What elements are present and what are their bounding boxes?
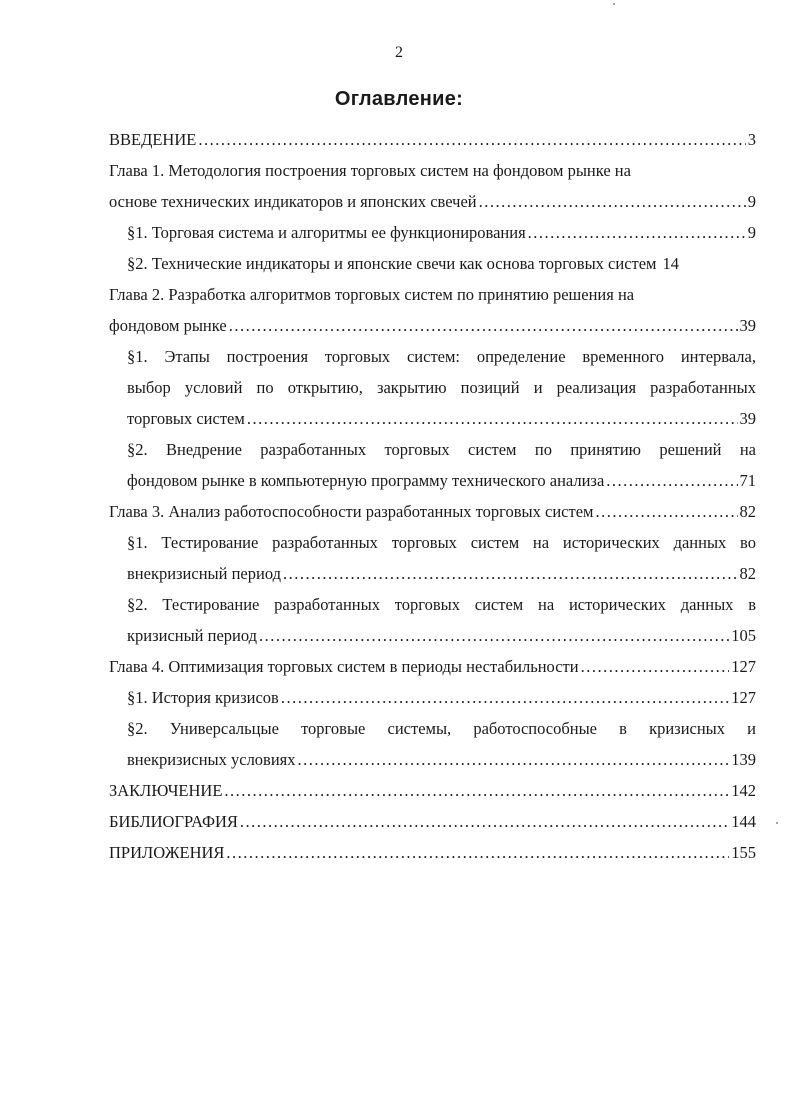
dot-leader [226, 837, 729, 868]
toc-entry-label: кризисный период [127, 626, 258, 645]
dot-leader [581, 651, 730, 682]
toc-entry-label: §2. Универсальцые торговые системы, работоспособные в кризисных и [127, 719, 756, 738]
toc-entry-chapter-1[interactable] [109, 155, 756, 217]
toc-page-number: 39 [739, 409, 756, 428]
toc-page-number: 127 [731, 688, 756, 707]
toc-entry-chapter-3-section-2[interactable] [109, 589, 756, 651]
toc-page-number: 155 [731, 843, 756, 862]
table-of-contents [109, 124, 756, 868]
page-number: 2 [395, 44, 403, 61]
toc-entry-appendices[interactable] [109, 837, 756, 868]
toc-entry-label: Глава 4. Оптимизация торговых систем в периоды нестабильности [109, 657, 579, 676]
dot-leader [240, 806, 729, 837]
toc-entry-chapter-4[interactable] [109, 651, 756, 682]
toc-page-number: 71 [739, 471, 756, 490]
toc-page-number: 127 [731, 657, 756, 676]
toc-entry-chapter-1-section-1[interactable] [109, 217, 756, 248]
toc-entry-label: БИБЛИОГРАФИЯ [109, 812, 238, 831]
toc-entry-conclusion[interactable] [109, 775, 756, 806]
toc-entry-chapter-2[interactable] [109, 279, 756, 341]
toc-entry-label: фондовом рынке в компьютерную программу технического анализа [127, 471, 605, 490]
toc-entry-chapter-1-section-2[interactable] [109, 248, 756, 279]
toc-entry-label: выбор условий по открытию, закрытию позиций и реализация разработанных [127, 378, 756, 397]
toc-page-number: 144 [731, 812, 756, 831]
scan-speck [613, 3, 615, 5]
dot-leader [606, 465, 737, 496]
toc-entry-label: торговых систем [127, 409, 245, 428]
toc-entry-label: §2. Внедрение разработанных торговых систем по принятию решений на [127, 440, 756, 459]
dot-leader [298, 744, 730, 775]
toc-entry-label: §1. Торговая система и алгоритмы ее функционирования [127, 223, 526, 242]
dot-leader [281, 682, 729, 713]
toc-entry-bibliography[interactable] [109, 806, 756, 837]
toc-entry-label: §1. Тестирование разработанных торговых систем на исторических данных во [127, 533, 756, 552]
toc-entry-label: Глава 1. Методология построения торговых систем на фондовом рынке на [109, 161, 631, 180]
scan-speck [776, 822, 778, 824]
toc-entry-label: Глава 2. Разработка алгоритмов торговых систем по принятию решения на [109, 285, 635, 304]
toc-page-number: 82 [739, 502, 756, 521]
toc-entry-chapter-4-section-2[interactable] [109, 713, 756, 775]
toc-page-number: 105 [731, 626, 756, 645]
toc-entry-label: §1. История кризисов [127, 688, 279, 707]
toc-entry-chapter-3[interactable] [109, 496, 756, 527]
dot-leader [595, 496, 737, 527]
toc-page-number: 9 [747, 192, 756, 211]
dot-leader [198, 124, 745, 155]
toc-entry-chapter-3-section-1[interactable] [109, 527, 756, 589]
toc-entry-label: внекризисных условиях [127, 750, 296, 769]
toc-page-number: 142 [731, 781, 756, 800]
dot-leader [229, 310, 738, 341]
toc-entry-label: ЗАКЛЮЧЕНИЕ [109, 781, 223, 800]
toc-title: Оглавление: [334, 88, 464, 110]
toc-page-number: 9 [747, 223, 756, 242]
toc-entry-label: §2. Тестирование разработанных торговых систем на исторических данных в [127, 595, 756, 614]
toc-entry-label: ВВЕДЕНИЕ [109, 130, 197, 149]
dot-leader [224, 775, 729, 806]
toc-entry-label: основе технических индикаторов и японских свечей [109, 192, 477, 211]
toc-entry-chapter-2-section-1[interactable] [109, 341, 756, 434]
toc-entry-label: фондовом рынке [109, 316, 227, 335]
toc-entry-intro[interactable] [109, 124, 756, 155]
dot-leader [283, 558, 738, 589]
toc-page-number: 82 [739, 564, 756, 583]
dot-leader [479, 186, 746, 217]
toc-page-number: 139 [731, 750, 756, 769]
dot-leader [259, 620, 729, 651]
toc-page-number: 14 [662, 254, 679, 273]
toc-page-number: 39 [739, 316, 756, 335]
toc-entry-label: §2. Технические индикаторы и японские свечи как основа торговых систем [127, 254, 657, 273]
toc-entry-label: Глава 3. Анализ работоспособности разработанных торговых систем [109, 502, 594, 521]
toc-entry-chapter-4-section-1[interactable] [109, 682, 756, 713]
toc-entry-label: §1. Этапы построения торговых систем: определение временного интервала, [127, 347, 756, 366]
dot-leader [247, 403, 738, 434]
toc-entry-label: внекризисный период [127, 564, 281, 583]
toc-entry-chapter-2-section-2[interactable] [109, 434, 756, 496]
dot-leader [528, 217, 746, 248]
toc-entry-label: ПРИЛОЖЕНИЯ [109, 843, 225, 862]
toc-page-number: 3 [747, 130, 756, 149]
